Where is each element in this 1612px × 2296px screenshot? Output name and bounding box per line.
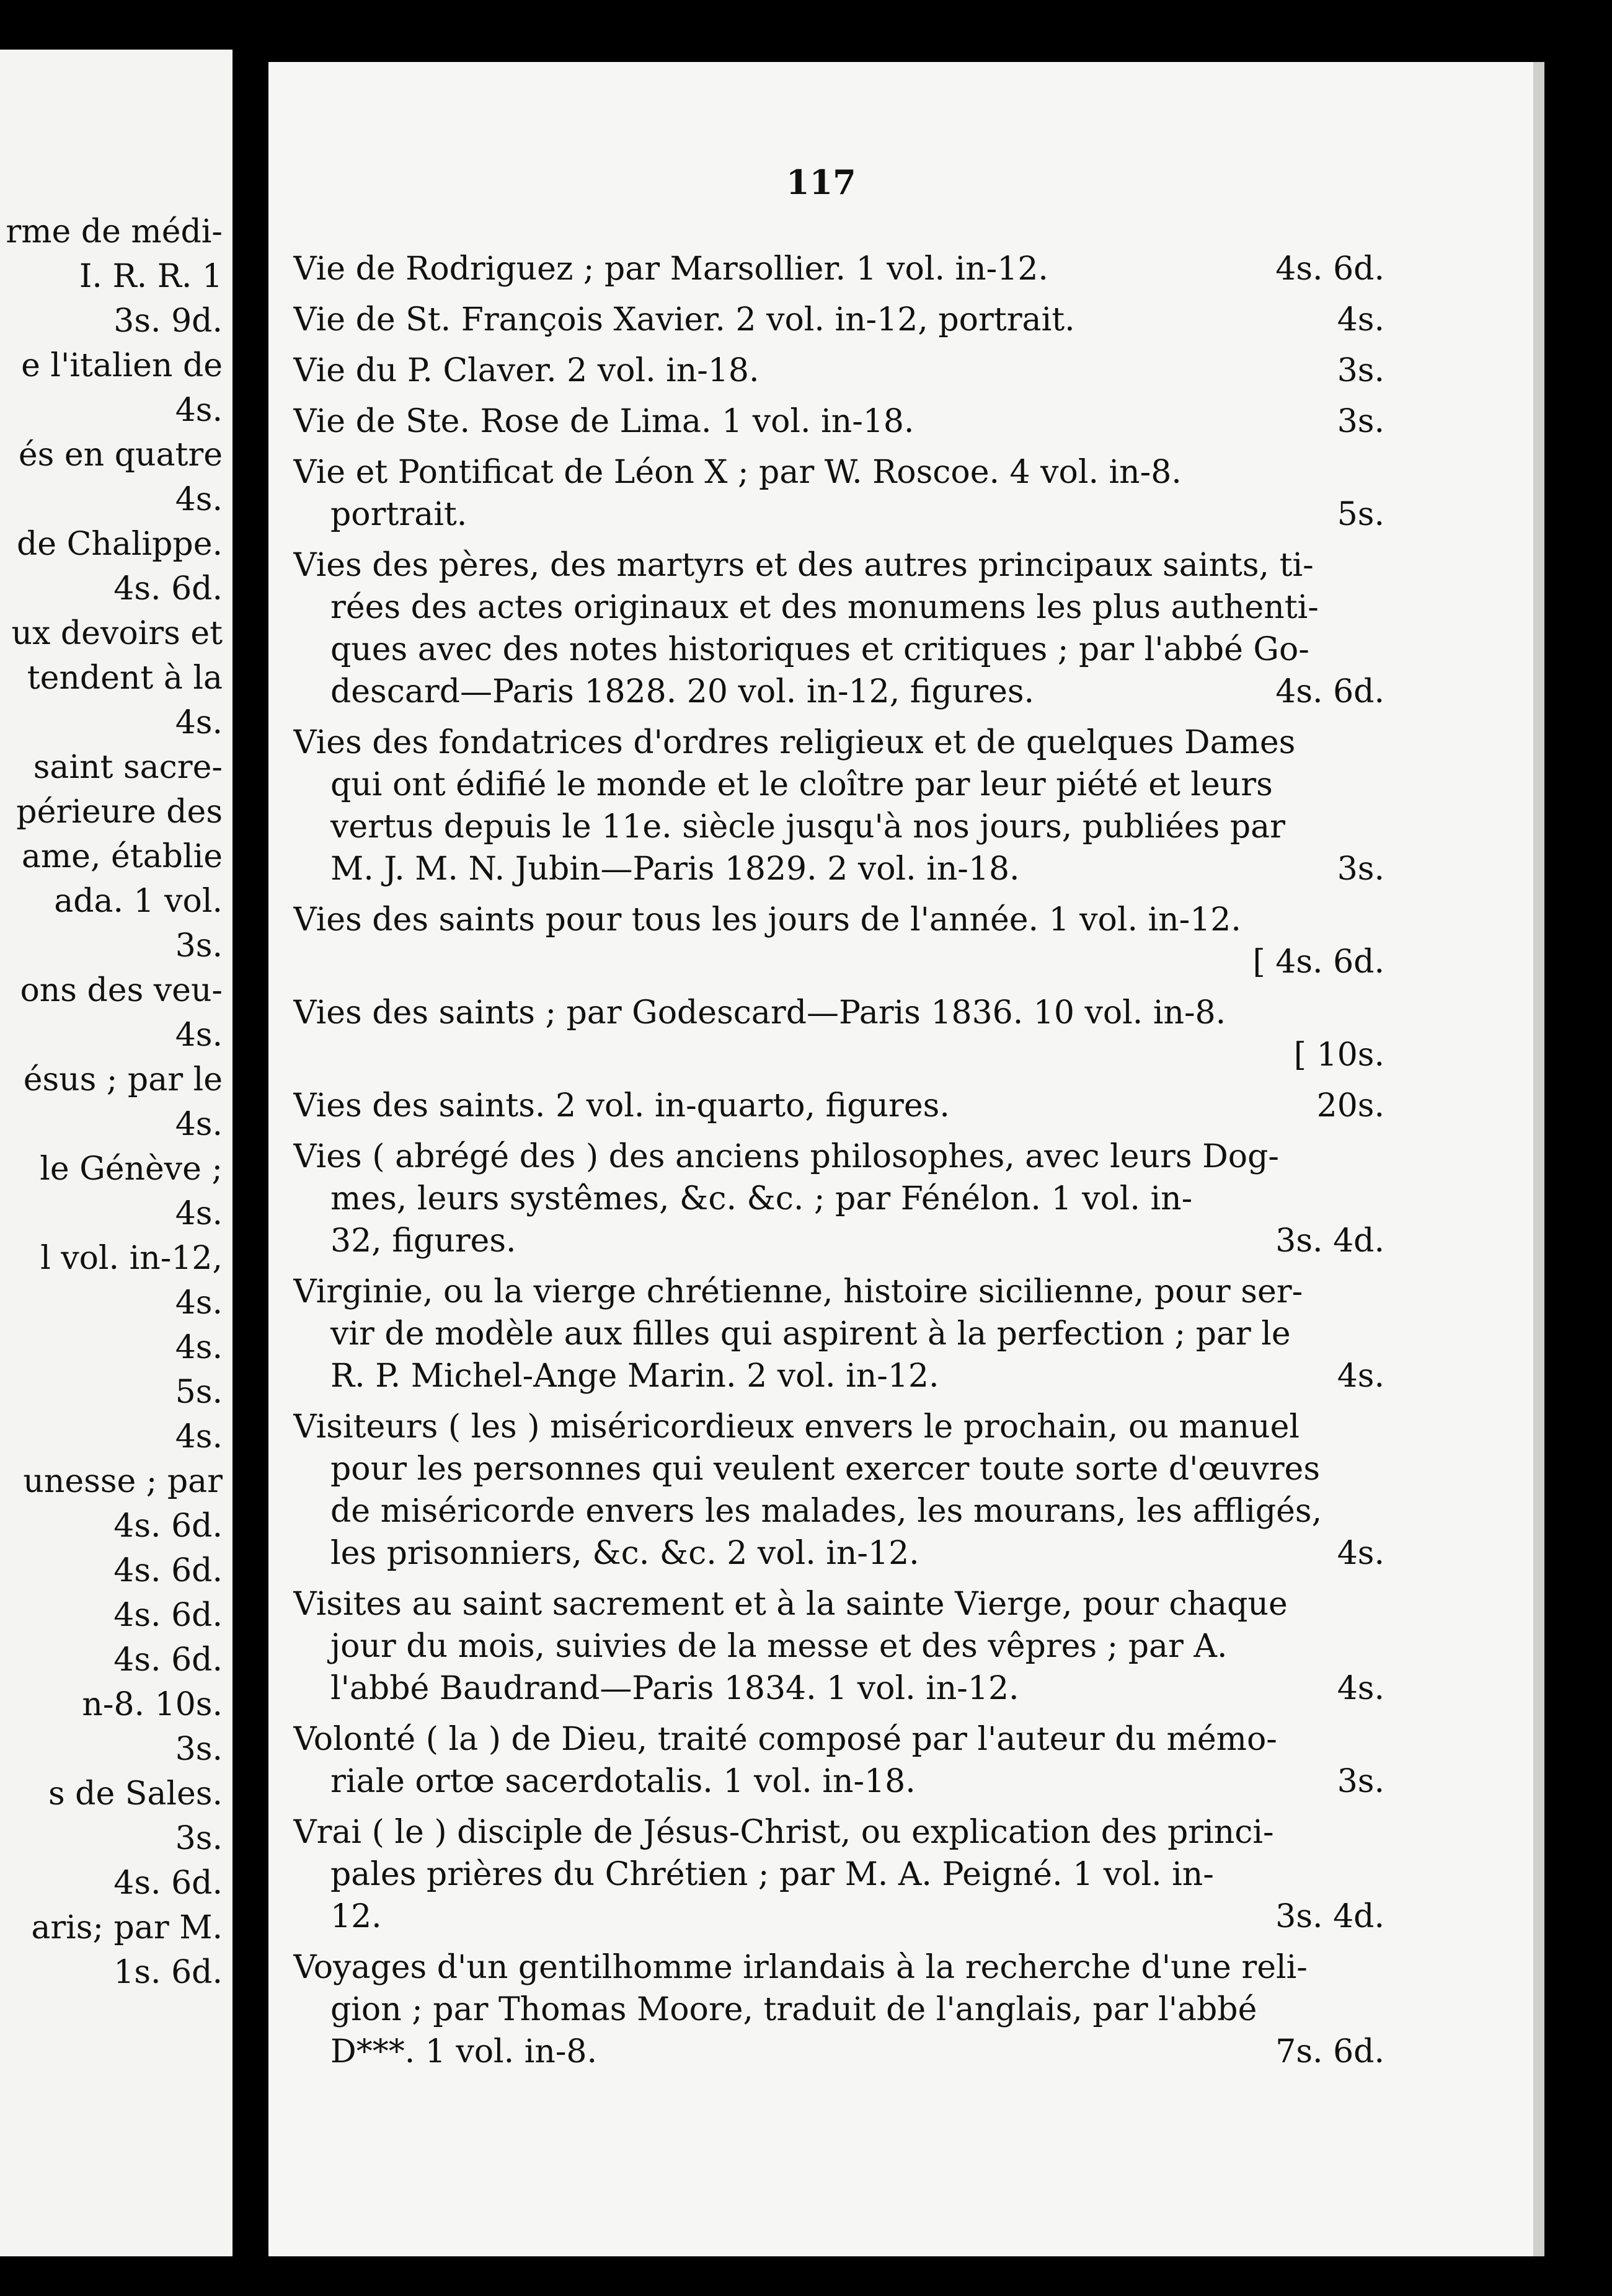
left-page-line: périeure des	[16, 793, 223, 831]
entry-text: M. J. M. N. Jubin—Paris 1829. 2 vol. in-18.	[330, 850, 1020, 888]
entry-title-line	[293, 899, 1384, 941]
entry-continuation-line	[293, 806, 1384, 848]
entry-text: pour les personnes qui veulent exercer toute sorte d'œuvres	[330, 1450, 1321, 1488]
entry-price: 4s.	[1337, 1535, 1384, 1572]
entry-price: 4s.	[1337, 1358, 1384, 1395]
entry-text: vir de modèle aux filles qui aspirent à la perfection ; par le	[330, 1315, 1291, 1353]
left-page-line: 3s. 9d.	[113, 302, 223, 340]
entry-text: Visiteurs ( les ) miséricordieux envers le prochain, ou manuel	[293, 1408, 1300, 1446]
book-gutter	[232, 0, 268, 2296]
left-page-line: I. R. R. 1	[79, 258, 223, 295]
left-page-line: s de Sales.	[48, 1775, 223, 1813]
entry-title-line	[293, 722, 1384, 764]
entry-text: Visites au saint sacrement et à la sainte Vierge, pour chaque	[293, 1586, 1288, 1623]
left-page-line: 4s.	[175, 1284, 223, 1322]
catalogue-entry	[293, 1085, 1384, 1127]
entry-price: 4s. 6d.	[1275, 250, 1384, 288]
entry-text: riale ortœ sacerdotalis. 1 vol. in-18.	[330, 1763, 916, 1800]
entry-text: portrait.	[330, 496, 467, 533]
catalogue-entry	[293, 1811, 1384, 1938]
entry-continuation-line	[293, 1532, 1384, 1574]
entry-price: 3s.	[1337, 352, 1384, 389]
entry-continuation-line	[293, 1989, 1384, 2031]
left-page-line: 3s.	[175, 1820, 223, 1857]
entry-price: 7s. 6d.	[1275, 2033, 1384, 2070]
left-page-line: 4s. 6d.	[113, 1865, 223, 1902]
entry-continuation-line	[293, 493, 1384, 536]
entry-title-line	[293, 1271, 1384, 1313]
catalogue-entry	[293, 544, 1384, 713]
page-number: 117	[786, 162, 856, 202]
catalogue-entry	[293, 451, 1384, 536]
entry-text: descard—Paris 1828. 20 vol. in-12, figures.	[330, 673, 1035, 710]
entry-price: 4s.	[1337, 301, 1384, 338]
entry-title-line	[293, 992, 1384, 1034]
entry-text: D***. 1 vol. in-8.	[330, 2033, 598, 2070]
left-page-line: ésus ; par le	[23, 1061, 223, 1098]
entry-continuation-line	[293, 1220, 1384, 1262]
entry-text: rées des actes originaux et des monumens les plus authenti-	[330, 589, 1319, 626]
entry-text: Vie de St. François Xavier. 2 vol. in-12, portrait.	[293, 301, 1075, 338]
entry-continuation-line	[293, 1667, 1384, 1710]
left-page-line: 4s.	[175, 1106, 223, 1143]
catalogue-entry	[293, 400, 1384, 443]
entry-title-line	[293, 544, 1384, 586]
left-page-line: 4s. 6d.	[113, 1508, 223, 1545]
left-page-line: e l'italien de	[21, 347, 223, 384]
entry-text: Vies des saints. 2 vol. in-quarto, figures.	[293, 1087, 950, 1124]
catalogue-entry	[293, 992, 1384, 1076]
left-page-line: ons des veu-	[20, 972, 223, 1009]
entry-price: 3s. 4d.	[1275, 1898, 1384, 1935]
catalogue-entry	[293, 350, 1384, 392]
left-page-line: ame, établie	[21, 838, 223, 875]
left-page-line: 4s. 6d.	[113, 1552, 223, 1589]
entry-continuation-line	[293, 1355, 1384, 1397]
catalogue-entry	[293, 899, 1384, 983]
entry-text: qui ont édifié le monde et le cloître par leur piété et leurs	[330, 766, 1273, 803]
catalogue-entry	[293, 1583, 1384, 1710]
left-page-fragment	[0, 50, 232, 2256]
entry-title-line	[293, 1946, 1384, 1989]
entry-text: Vie de Ste. Rose de Lima. 1 vol. in-18.	[293, 403, 914, 440]
page-edge	[1533, 62, 1544, 2256]
entry-title-line	[293, 1136, 1384, 1178]
entry-title-line	[293, 248, 1384, 290]
catalogue-entry	[293, 248, 1384, 290]
entry-price: 4s. 6d.	[1275, 673, 1384, 710]
entry-price: 3s. 4d.	[1275, 1222, 1384, 1260]
left-page-line: 4s. 6d.	[113, 570, 223, 607]
left-page-line: unesse ; par	[23, 1463, 223, 1500]
left-page-line: 5s.	[175, 1374, 223, 1411]
entry-price: 3s.	[1337, 1763, 1384, 1800]
entry-continuation-line	[293, 671, 1384, 713]
entry-text: ques avec des notes historiques et critiques ; par l'abbé Go-	[330, 631, 1309, 668]
entry-price: 20s.	[1316, 1087, 1384, 1124]
entry-continuation-line	[293, 1178, 1384, 1220]
entry-text: mes, leurs systêmes, &c. &c. ; par Fénélon. 1 vol. in-	[330, 1180, 1193, 1217]
entry-continuation-line	[293, 1625, 1384, 1667]
entry-text: les prisonniers, &c. &c. 2 vol. in-12.	[330, 1535, 919, 1572]
entry-title-line	[293, 350, 1384, 392]
entry-title-line	[293, 1811, 1384, 1853]
entry-title-line	[293, 400, 1384, 443]
left-page-line: 4s. 6d.	[113, 1641, 223, 1679]
catalogue-entry	[293, 1946, 1384, 2073]
entry-price: 3s.	[1337, 850, 1384, 888]
catalogue-entry	[293, 1718, 1384, 1803]
entry-price-line	[293, 1034, 1384, 1076]
entry-price-line	[293, 941, 1384, 983]
left-page-line: rme de médi-	[6, 213, 223, 250]
entry-continuation-line	[293, 1760, 1384, 1803]
entry-text: Volonté ( la ) de Dieu, traité composé par l'auteur du mémo-	[293, 1721, 1277, 1758]
left-page-line: tendent à la	[27, 660, 223, 697]
entry-continuation-line	[293, 1490, 1384, 1532]
left-page-line: és en quatre	[18, 436, 223, 474]
left-page-line: 4s.	[175, 1329, 223, 1366]
catalogue-entry	[293, 1406, 1384, 1574]
left-page-line: 4s.	[175, 481, 223, 518]
left-page-line: le Génève ;	[40, 1150, 223, 1188]
entry-text: Vie et Pontificat de Léon X ; par W. Roscoe. 4 vol. in-8.	[293, 454, 1182, 491]
entry-text: gion ; par Thomas Moore, traduit de l'anglais, par l'abbé	[330, 1991, 1257, 2028]
entry-continuation-line	[293, 2031, 1384, 2073]
left-page-line: 4s.	[175, 1418, 223, 1455]
entry-price: 4s.	[1337, 1670, 1384, 1707]
left-page-line: 3s.	[175, 1731, 223, 1768]
entry-text: Vie de Rodriguez ; par Marsollier. 1 vol. in-12.	[293, 250, 1048, 288]
entry-text: 32, figures.	[330, 1222, 516, 1260]
left-page-line: ux devoirs et	[11, 615, 223, 652]
entry-price: [ 4s. 6d.	[1252, 943, 1384, 981]
left-page-line: de Chalippe.	[16, 526, 223, 563]
entry-text: Vie du P. Claver. 2 vol. in-18.	[293, 352, 760, 389]
catalogue-entry	[293, 1136, 1384, 1262]
catalogue-page	[268, 62, 1533, 2256]
entry-price: 3s.	[1337, 403, 1384, 440]
left-page-line: 4s.	[175, 392, 223, 429]
entry-continuation-line	[293, 1448, 1384, 1490]
entry-title-line	[293, 1406, 1384, 1448]
left-page-line: aris; par M.	[31, 1909, 223, 1946]
entry-price: 5s.	[1337, 496, 1384, 533]
entry-text: Virginie, ou la vierge chrétienne, histoire sicilienne, pour ser-	[293, 1273, 1303, 1310]
entry-text: vertus depuis le 11e. siècle jusqu'à nos jours, publiées par	[330, 808, 1286, 846]
entry-title-line	[293, 451, 1384, 493]
left-page-line: 4s.	[175, 704, 223, 741]
entry-continuation-line	[293, 764, 1384, 806]
entry-text: Vrai ( le ) disciple de Jésus-Christ, ou explication des princi-	[293, 1814, 1274, 1851]
entry-continuation-line	[293, 586, 1384, 629]
left-page-line: 3s.	[175, 927, 223, 965]
catalogue-entry	[293, 299, 1384, 341]
entry-text: l'abbé Baudrand—Paris 1834. 1 vol. in-12.	[330, 1670, 1019, 1707]
left-page-line: n-8. 10s.	[82, 1686, 223, 1723]
entry-text: Vies des pères, des martyrs et des autres principaux saints, ti-	[293, 547, 1314, 584]
left-page-line: 1s. 6d.	[113, 1954, 223, 1991]
catalogue-entry	[293, 1271, 1384, 1397]
entry-title-line	[293, 1718, 1384, 1760]
left-page-line: saint sacre-	[33, 749, 223, 786]
entry-text: de miséricorde envers les malades, les mourans, les affligés,	[330, 1493, 1322, 1530]
entry-title-line	[293, 299, 1384, 341]
entry-text: R. P. Michel-Ange Marin. 2 vol. in-12.	[330, 1358, 939, 1395]
entry-text: Vies des saints pour tous les jours de l'année. 1 vol. in-12.	[293, 901, 1241, 938]
entry-text: Voyages d'un gentilhomme irlandais à la recherche d'une reli-	[293, 1949, 1308, 1986]
entry-text: 12.	[330, 1898, 382, 1935]
catalogue-entry	[293, 722, 1384, 890]
entry-text: Vies des fondatrices d'ordres religieux et de quelques Dames	[293, 724, 1296, 761]
left-page-line: 4s.	[175, 1195, 223, 1232]
entry-price: [ 10s.	[1293, 1036, 1384, 1074]
entry-text: Vies ( abrégé des ) des anciens philosophes, avec leurs Dog-	[293, 1138, 1279, 1175]
left-page-line: l vol. in-12,	[40, 1240, 223, 1277]
entry-continuation-line	[293, 629, 1384, 671]
entry-title-line	[293, 1583, 1384, 1625]
entry-text: Vies des saints ; par Godescard—Paris 1836. 10 vol. in-8.	[293, 994, 1226, 1031]
left-page-line: ada. 1 vol.	[54, 883, 223, 920]
entry-text: jour du mois, suivies de la messe et des vêpres ; par A.	[330, 1628, 1228, 1665]
entry-title-line	[293, 1085, 1384, 1127]
entry-continuation-line	[293, 848, 1384, 890]
entry-text: pales prières du Chrétien ; par M. A. Peigné. 1 vol. in-	[330, 1856, 1214, 1893]
entry-continuation-line	[293, 1896, 1384, 1938]
left-page-line: 4s. 6d.	[113, 1597, 223, 1634]
entry-continuation-line	[293, 1853, 1384, 1896]
left-page-line: 4s.	[175, 1017, 223, 1054]
entry-continuation-line	[293, 1313, 1384, 1355]
